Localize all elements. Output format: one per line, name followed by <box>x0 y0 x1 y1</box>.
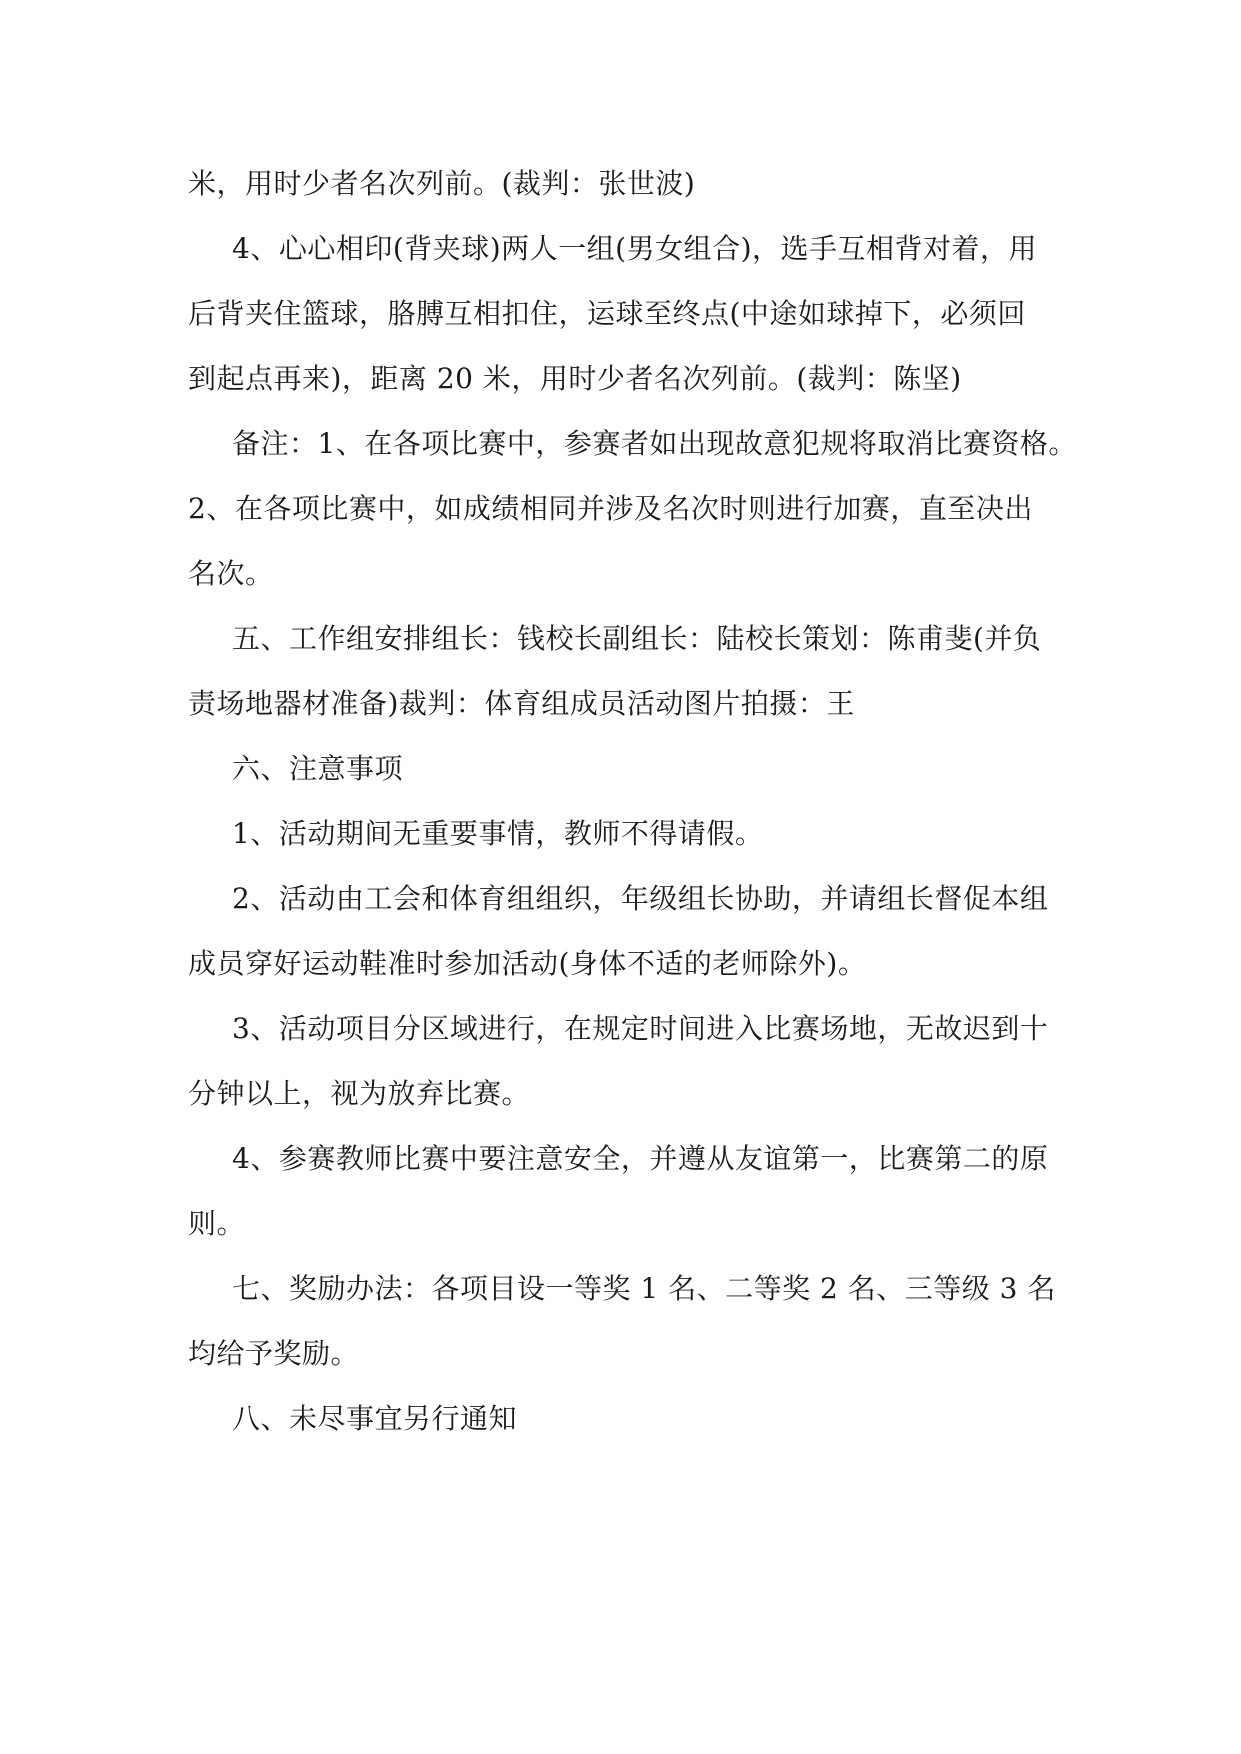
text-line: 米，用时少者名次列前。(裁判：张世波) <box>188 167 696 200</box>
text-line: 则。 <box>188 1207 246 1240</box>
section-heading: 六、注意事项 <box>232 752 404 785</box>
text-line: 4、参赛教师比赛中要注意安全，并遵从友谊第一，比赛第二的原 <box>232 1142 1049 1175</box>
text-line: 3、活动项目分区域进行，在规定时间进入比赛场地，无故迟到十 <box>232 1012 1049 1045</box>
section-heading: 八、未尽事宜另行通知 <box>232 1402 518 1435</box>
text-line: 均给予奖励。 <box>188 1337 360 1370</box>
text-line: 责场地器材准备)裁判：体育组成员活动图片拍摄：王 <box>188 687 855 720</box>
text-line: 2、活动由工会和体育组组织，年级组长协助，并请组长督促本组 <box>232 882 1049 915</box>
text-line: 分钟以上，视为放弃比赛。 <box>188 1077 531 1110</box>
text-line: 后背夹住篮球，胳膊互相扣住，运球至终点(中途如球掉下，必须回 <box>188 297 1026 330</box>
text-line: 七、奖励办法：各项目设一等奖 1 名、二等奖 2 名、三等级 3 名 <box>232 1272 1056 1305</box>
text-line: 2、在各项比赛中，如成绩相同并涉及名次时则进行加赛，直至决出 <box>188 492 1033 525</box>
text-line: 名次。 <box>188 557 274 590</box>
text-line: 成员穿好运动鞋准时参加活动(身体不适的老师除外)。 <box>188 947 867 980</box>
text-line: 到起点再来)，距离 20 米，用时少者名次列前。(裁判：陈坚) <box>188 362 962 395</box>
text-line: 五、工作组安排组长：钱校长副组长：陆校长策划：陈甫斐(并负 <box>232 622 1042 655</box>
text-line: 1、活动期间无重要事情，教师不得请假。 <box>232 817 764 850</box>
text-line: 4、心心相印(背夹球)两人一组(男女组合)，选手互相背对着，用 <box>232 232 1038 265</box>
text-line: 备注：1、在各项比赛中，参赛者如出现故意犯规将取消比赛资格。 <box>232 427 1077 460</box>
